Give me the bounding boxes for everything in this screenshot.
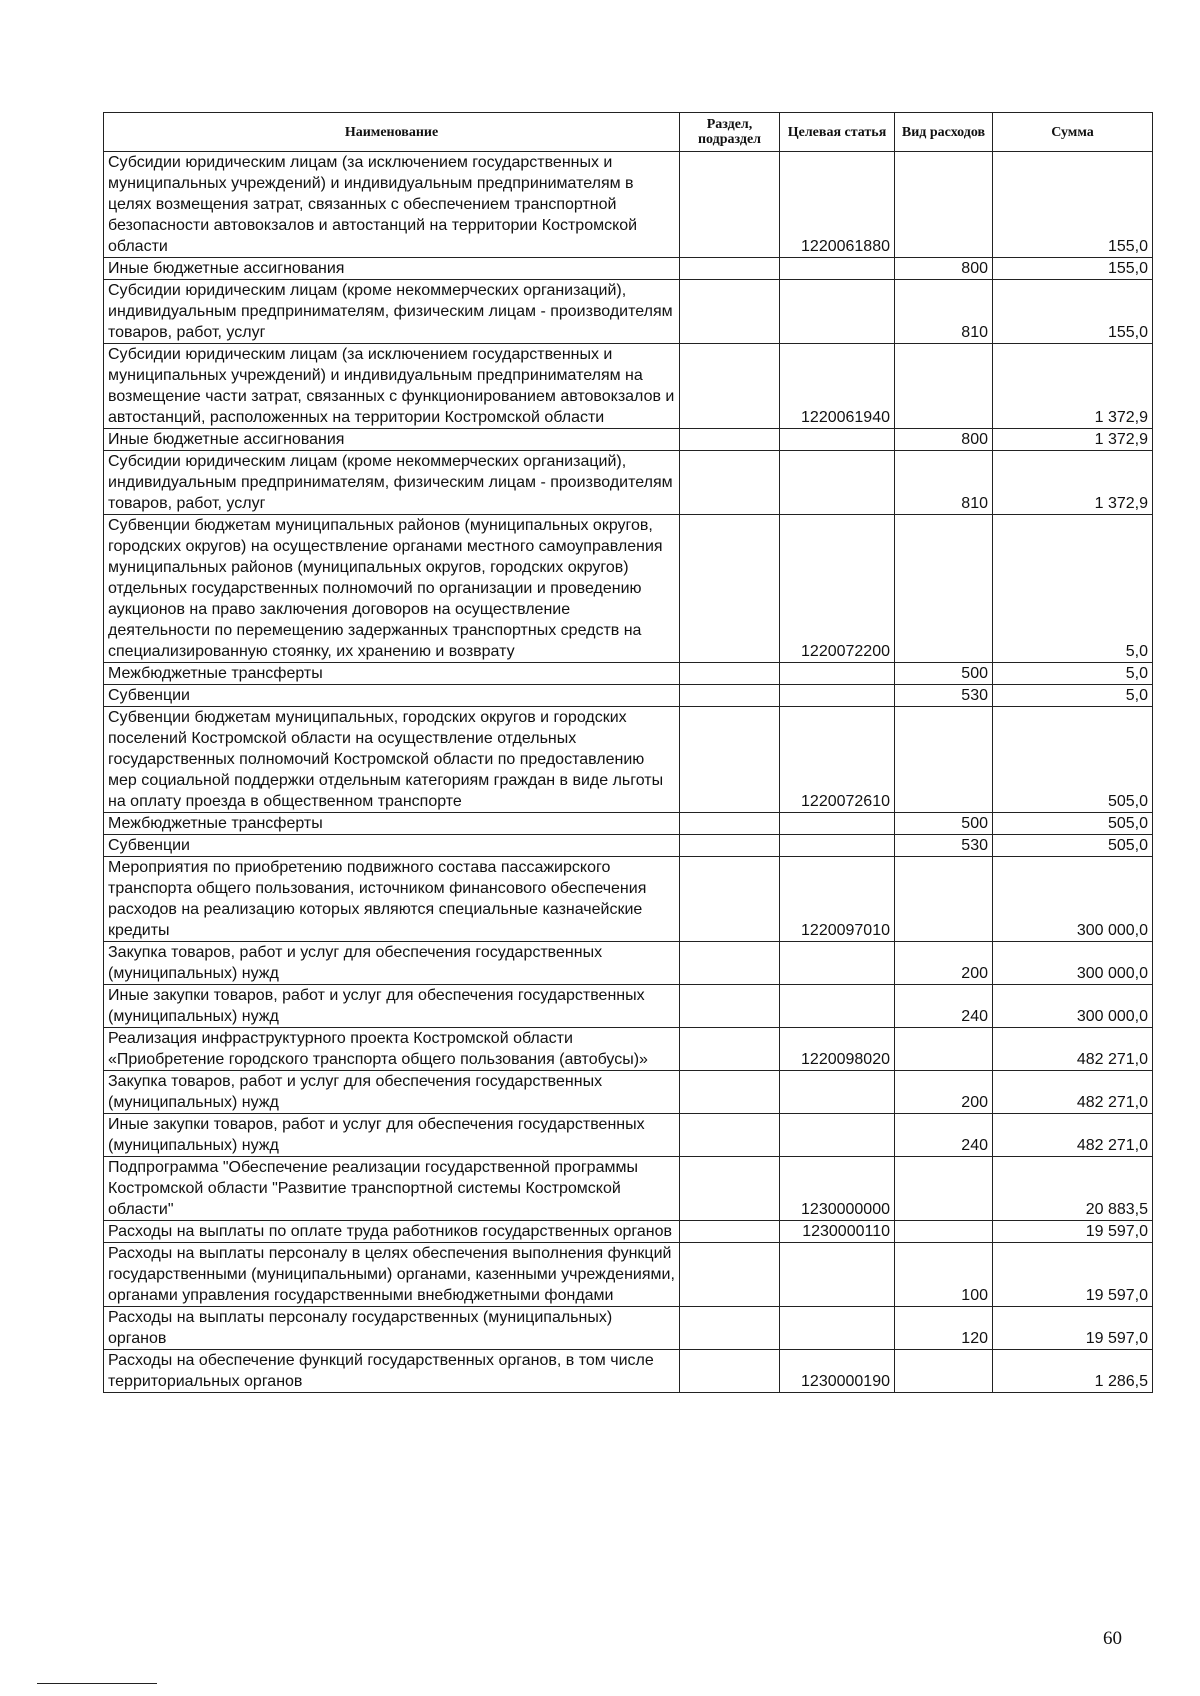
row-name: Расходы на обеспечение функций государственных органов, в том числе территориальных органов	[104, 1350, 680, 1393]
table-row	[104, 344, 1153, 429]
row-sum: 1 372,9	[993, 451, 1153, 515]
header-sum: Сумма	[993, 113, 1153, 152]
table-row	[104, 857, 1153, 942]
row-name: Субсидии юридическим лицам (кроме некоммерческих организаций), индивидуальным предпринимателям, физическим лицам - производителям товаров, работ, услуг	[104, 280, 680, 344]
table-row	[104, 258, 1153, 280]
row-name: Субвенции	[104, 835, 680, 857]
row-target: 1230000000	[780, 1157, 895, 1221]
row-type: 800	[895, 258, 993, 280]
row-type	[895, 152, 993, 258]
row-name: Субсидии юридическим лицам (кроме некоммерческих организаций), индивидуальным предпринимателям, физическим лицам - производителям товаров, работ, услуг	[104, 451, 680, 515]
row-name: Расходы на выплаты персоналу государственных (муниципальных) органов	[104, 1307, 680, 1350]
row-type	[895, 515, 993, 663]
row-sum: 482 271,0	[993, 1028, 1153, 1071]
table-row	[104, 429, 1153, 451]
row-section	[680, 1157, 780, 1221]
row-section	[680, 258, 780, 280]
row-section	[680, 1307, 780, 1350]
row-target	[780, 1071, 895, 1114]
row-type: 240	[895, 985, 993, 1028]
row-target	[780, 451, 895, 515]
row-target: 1230000110	[780, 1221, 895, 1243]
row-sum: 505,0	[993, 835, 1153, 857]
row-sum: 505,0	[993, 707, 1153, 813]
row-section	[680, 857, 780, 942]
table-row	[104, 1028, 1153, 1071]
row-sum: 5,0	[993, 685, 1153, 707]
row-section	[680, 685, 780, 707]
row-target: 1220061940	[780, 344, 895, 429]
row-section	[680, 429, 780, 451]
row-type: 100	[895, 1243, 993, 1307]
row-name: Реализация инфраструктурного проекта Костромской области «Приобретение городского транспорта общего пользования (автобусы)»	[104, 1028, 680, 1071]
row-section	[680, 942, 780, 985]
row-type	[895, 344, 993, 429]
row-target	[780, 258, 895, 280]
row-sum: 155,0	[993, 280, 1153, 344]
row-section	[680, 707, 780, 813]
row-type: 530	[895, 835, 993, 857]
row-name: Иные закупки товаров, работ и услуг для обеспечения государственных (муниципальных) нужд	[104, 1114, 680, 1157]
row-type: 120	[895, 1307, 993, 1350]
row-section	[680, 451, 780, 515]
row-target	[780, 429, 895, 451]
row-sum: 5,0	[993, 663, 1153, 685]
row-type: 530	[895, 685, 993, 707]
row-sum: 155,0	[993, 258, 1153, 280]
row-section	[680, 835, 780, 857]
row-type: 200	[895, 1071, 993, 1114]
row-target: 1220072200	[780, 515, 895, 663]
row-section	[680, 1114, 780, 1157]
row-type: 810	[895, 280, 993, 344]
table-row	[104, 1307, 1153, 1350]
row-name: Субвенции	[104, 685, 680, 707]
row-name: Иные бюджетные ассигнования	[104, 258, 680, 280]
row-sum: 482 271,0	[993, 1071, 1153, 1114]
row-sum: 5,0	[993, 515, 1153, 663]
row-target	[780, 663, 895, 685]
table-body	[104, 152, 1153, 1393]
row-section	[680, 813, 780, 835]
row-name: Субсидии юридическим лицам (за исключением государственных и муниципальных учреждений) и индивидуальным предпринимателям в целях возмещения затрат, связанных с обеспечением транспортной безопасности автовокзалов и автостанций на территории Костромской области	[104, 152, 680, 258]
row-type: 800	[895, 429, 993, 451]
row-section	[680, 152, 780, 258]
row-name: Субвенции бюджетам муниципальных районов (муниципальных округов, городских округов) на осуществление органами местного самоуправления муниципальных районов (муниципальных округов, городских округов) отдельных государственных полномочий по организации и проведению аукционов на право заключения договоров на осуществление деятельности по перемещению задержанных транспортных средств на специализированную стоянку, их хранению и возврату	[104, 515, 680, 663]
table-row	[104, 280, 1153, 344]
row-name: Межбюджетные трансферты	[104, 813, 680, 835]
row-section	[680, 663, 780, 685]
table-row	[104, 1071, 1153, 1114]
row-name: Иные закупки товаров, работ и услуг для обеспечения государственных (муниципальных) нужд	[104, 985, 680, 1028]
row-sum: 1 286,5	[993, 1350, 1153, 1393]
table-row	[104, 1243, 1153, 1307]
row-sum: 300 000,0	[993, 942, 1153, 985]
table-row	[104, 1157, 1153, 1221]
table-row	[104, 1221, 1153, 1243]
header-section: Раздел, подраздел	[680, 113, 780, 152]
row-section	[680, 1221, 780, 1243]
row-target: 1220098020	[780, 1028, 895, 1071]
row-target	[780, 1307, 895, 1350]
table-row	[104, 1114, 1153, 1157]
table-row	[104, 1350, 1153, 1393]
header-name: Наименование	[104, 113, 680, 152]
row-target: 1230000190	[780, 1350, 895, 1393]
row-section	[680, 344, 780, 429]
row-type: 810	[895, 451, 993, 515]
row-sum: 1 372,9	[993, 429, 1153, 451]
row-sum: 20 883,5	[993, 1157, 1153, 1221]
table-row	[104, 942, 1153, 985]
row-sum: 1 372,9	[993, 344, 1153, 429]
row-name: Расходы на выплаты персоналу в целях обеспечения выполнения функций государственными (муниципальными) органами, казенными учреждениями, органами управления государственными внебюджетными фондами	[104, 1243, 680, 1307]
row-name: Мероприятия по приобретению подвижного состава пассажирского транспорта общего пользования, источником финансового обеспечения расходов на реализацию которых являются специальные казначейские кредиты	[104, 857, 680, 942]
row-target	[780, 813, 895, 835]
row-name: Межбюджетные трансферты	[104, 663, 680, 685]
row-sum: 300 000,0	[993, 985, 1153, 1028]
table-row	[104, 835, 1153, 857]
row-target	[780, 1243, 895, 1307]
table-row	[104, 152, 1153, 258]
table-row	[104, 985, 1153, 1028]
row-section	[680, 1028, 780, 1071]
budget-table	[103, 112, 1153, 1393]
row-section	[680, 515, 780, 663]
row-name: Субсидии юридическим лицам (за исключением государственных и муниципальных учреждений) и индивидуальным предпринимателям на возмещение части затрат, связанных с функционированием автовокзалов и автостанций, расположенных на территории Костромской области	[104, 344, 680, 429]
row-sum: 19 597,0	[993, 1221, 1153, 1243]
row-type	[895, 1350, 993, 1393]
row-target: 1220061880	[780, 152, 895, 258]
table-row	[104, 663, 1153, 685]
table-row	[104, 515, 1153, 663]
row-name: Иные бюджетные ассигнования	[104, 429, 680, 451]
row-target: 1220072610	[780, 707, 895, 813]
table-row	[104, 813, 1153, 835]
row-type: 500	[895, 663, 993, 685]
header-target: Целевая статья	[780, 113, 895, 152]
row-sum: 19 597,0	[993, 1243, 1153, 1307]
row-type	[895, 707, 993, 813]
row-type	[895, 1157, 993, 1221]
row-target	[780, 280, 895, 344]
row-type	[895, 1221, 993, 1243]
row-section	[680, 280, 780, 344]
table-row	[104, 707, 1153, 813]
row-name: Закупка товаров, работ и услуг для обеспечения государственных (муниципальных) нужд	[104, 942, 680, 985]
table-row	[104, 451, 1153, 515]
row-name: Закупка товаров, работ и услуг для обеспечения государственных (муниципальных) нужд	[104, 1071, 680, 1114]
row-section	[680, 985, 780, 1028]
header-type: Вид расходов	[895, 113, 993, 152]
row-target	[780, 1114, 895, 1157]
row-target	[780, 942, 895, 985]
row-type: 240	[895, 1114, 993, 1157]
table-row	[104, 685, 1153, 707]
row-type: 200	[895, 942, 993, 985]
row-section	[680, 1350, 780, 1393]
row-section	[680, 1243, 780, 1307]
row-sum: 300 000,0	[993, 857, 1153, 942]
row-target	[780, 985, 895, 1028]
row-sum: 505,0	[993, 813, 1153, 835]
row-name: Расходы на выплаты по оплате труда работников государственных органов	[104, 1221, 680, 1243]
row-target	[780, 685, 895, 707]
row-type	[895, 1028, 993, 1071]
row-sum: 155,0	[993, 152, 1153, 258]
row-target	[780, 835, 895, 857]
table-header-row	[104, 113, 1153, 152]
row-sum: 482 271,0	[993, 1114, 1153, 1157]
footnote-rule	[37, 1683, 157, 1684]
page-number: 60	[1103, 1628, 1122, 1649]
row-name: Подпрограмма "Обеспечение реализации государственной программы Костромской области "Развитие транспортной системы Костромской области"	[104, 1157, 680, 1221]
row-target: 1220097010	[780, 857, 895, 942]
row-type	[895, 857, 993, 942]
row-name: Субвенции бюджетам муниципальных, городских округов и городских поселений Костромской области на осуществление отдельных государственных полномочий Костромской области по предоставлению мер социальной поддержки отдельным категориям граждан в виде льготы на оплату проезда в общественном транспорте	[104, 707, 680, 813]
row-type: 500	[895, 813, 993, 835]
row-sum: 19 597,0	[993, 1307, 1153, 1350]
row-section	[680, 1071, 780, 1114]
